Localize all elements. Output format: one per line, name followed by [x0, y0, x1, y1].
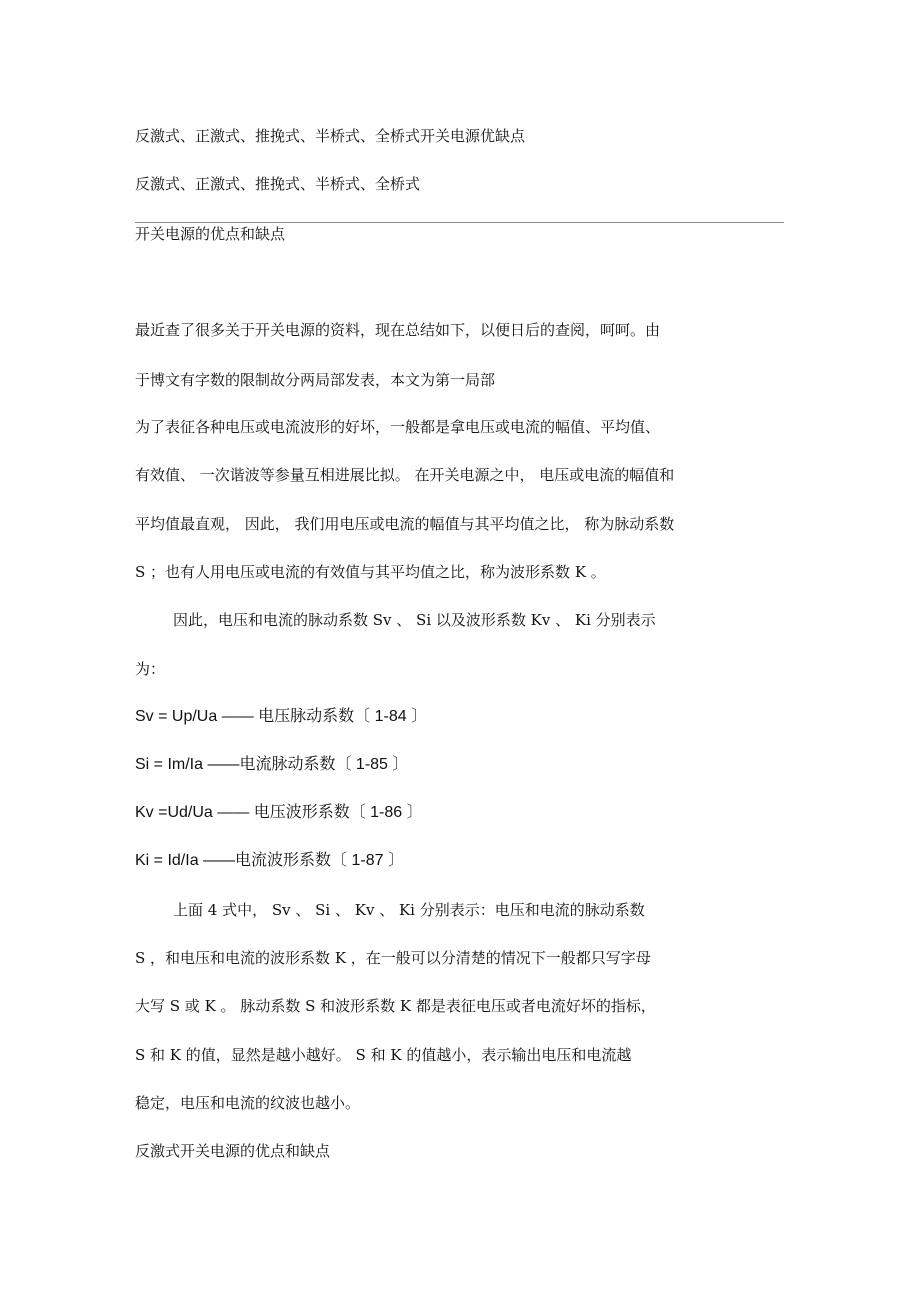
paragraph-waveform-line-3: 平均值最直观， 因此， 我们用电压或电流的幅值与其平均值之比， 称为脉动系数 — [135, 515, 675, 533]
section-heading-switching-power: 开关电源的优点和缺点 — [135, 225, 286, 243]
paragraph-waveform-line-2: 有效值、 一次谐波等参量互相进展比拟。 在开关电源之中， 电压或电流的幅值和 — [135, 466, 675, 484]
paragraph-explanation-line-2: S ，和电压和电流的波形系数 K ，在一般可以分清楚的情况下一般都只写字母 — [135, 949, 651, 967]
paragraph-coefficients-line-1: 因此，电压和电流的脉动系数 Sv 、 Si 以及波形系数 Kv 、 Ki 分别表示 — [173, 611, 656, 629]
paragraph-explanation-line-5: 稳定，电压和电流的纹波也越小。 — [135, 1094, 361, 1112]
equation-1-86: Kv =Ud/Ua —— 电压波形系数〔 1-86 〕 — [135, 804, 423, 821]
paragraph-explanation-line-3: 大写 S 或 K 。 脉动系数 S 和波形系数 K 都是表征电压或者电流好坏的指标， — [135, 997, 656, 1015]
paragraph-intro-line-1: 最近查了很多关于开关电源的资料，现在总结如下，以便日后的查阅，呵呵。由 — [135, 321, 661, 339]
document-subtitle: 反激式、正激式、推挽式、半桥式、全桥式 — [135, 175, 421, 193]
paragraph-explanation-line-4: S 和 K 的值，显然是越小越好。 S 和 K 的值越小，表示输出电压和电流越 — [135, 1046, 632, 1064]
paragraph-waveform-line-4: S ；也有人用电压或电流的有效值与其平均值之比，称为波形系数 K 。 — [135, 563, 606, 581]
paragraph-coefficients-line-2: 为： — [135, 660, 166, 678]
equation-1-84: Sv = Up/Ua —— 电压脉动系数〔 1-84 〕 — [135, 708, 428, 725]
paragraph-explanation-line-1: 上面 4 式中， Sv 、 Si 、 Kv 、 Ki 分别表示：电压和电流的脉动系数 — [173, 901, 645, 919]
equation-1-87: Ki = Id/Ia ——电流波形系数〔 1-87 〕 — [135, 852, 404, 869]
section-heading-flyback: 反激式开关电源的优点和缺点 — [135, 1142, 331, 1160]
paragraph-intro-line-2: 于博文有字数的限制故分两局部发表，本文为第一局部 — [135, 371, 496, 389]
equation-1-85: Si = Im/Ia ——电流脉动系数〔 1-85 〕 — [135, 756, 409, 773]
document-title: 反激式、正激式、推挽式、半桥式、全桥式开关电源优缺点 — [135, 127, 526, 145]
horizontal-divider — [135, 222, 784, 223]
paragraph-waveform-line-1: 为了表征各种电压或电流波形的好坏，一般都是拿电压或电流的幅值、平均值、 — [135, 418, 661, 436]
